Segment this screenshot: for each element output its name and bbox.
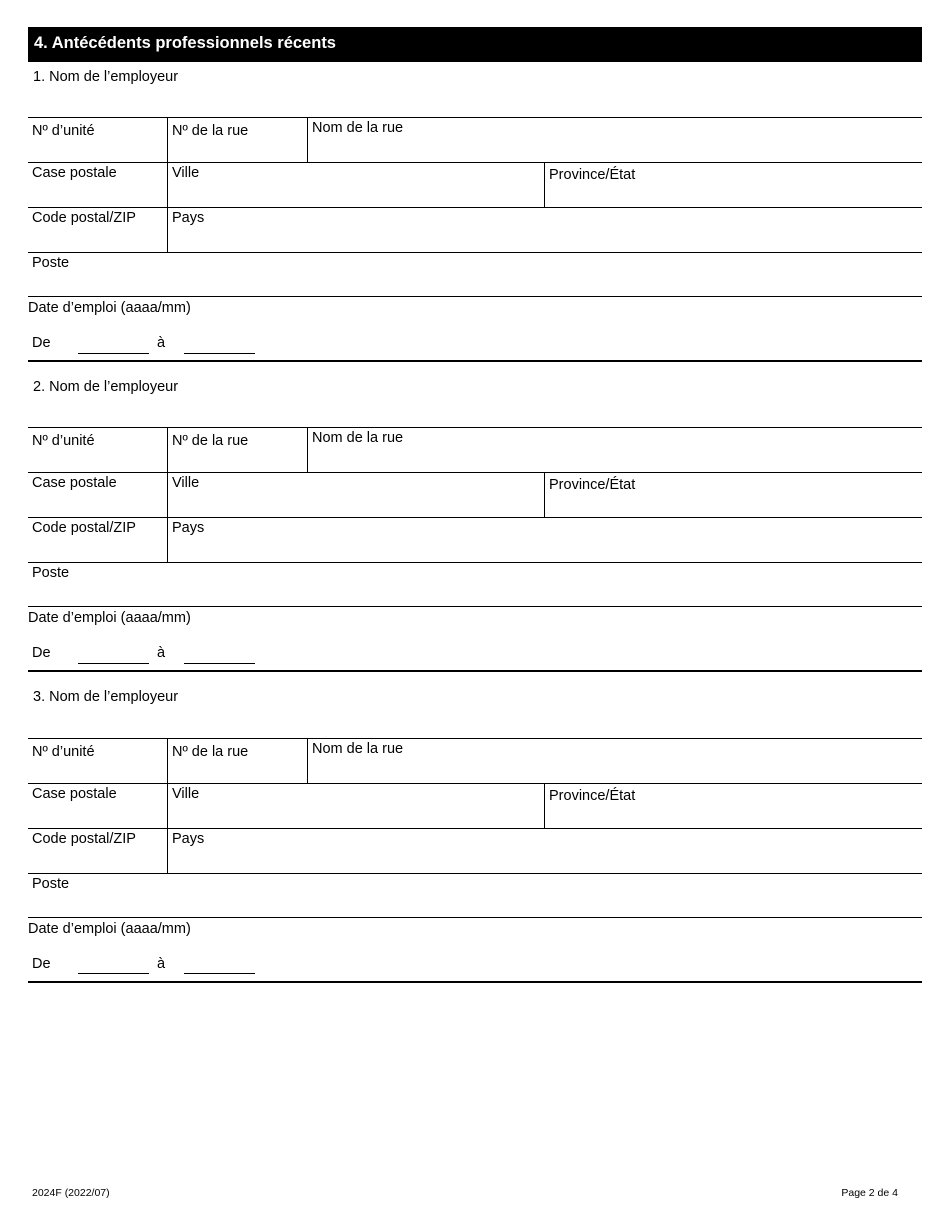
province-field[interactable]: [545, 784, 922, 828]
province-label: Province/État: [549, 788, 636, 804]
divider: [28, 606, 922, 607]
unit-field[interactable]: [28, 428, 167, 472]
section-header: [28, 27, 922, 62]
from-label: De: [32, 956, 51, 972]
country-field[interactable]: [168, 829, 922, 873]
form-number: 2024F (2022/07): [32, 1187, 110, 1199]
page-number: Page 2 de 4: [841, 1187, 898, 1199]
unit-field[interactable]: [28, 118, 167, 162]
to-date-input[interactable]: [184, 663, 255, 664]
employer-name-label: 3. Nom de l’employeur: [33, 689, 179, 705]
employer-name-field[interactable]: [28, 396, 922, 427]
section-divider: [28, 670, 922, 672]
employer-name-field[interactable]: [28, 707, 922, 738]
from-label: De: [32, 335, 51, 351]
position-label: Poste: [32, 876, 70, 892]
street-number-label: Nº de la rue: [172, 123, 249, 139]
employer-block-3: [28, 683, 922, 993]
po-box-label: Case postale: [32, 786, 117, 802]
province-label: Province/État: [549, 167, 636, 183]
po-box-label: Case postale: [32, 475, 117, 491]
section-divider: [28, 360, 922, 362]
country-field[interactable]: [168, 208, 922, 252]
province-field[interactable]: [545, 163, 922, 207]
employer-block-2: [28, 372, 922, 682]
to-label: à: [157, 335, 166, 351]
street-name-field[interactable]: [308, 739, 922, 783]
street-name-label: Nom de la rue: [312, 120, 404, 136]
postal-code-field[interactable]: [28, 829, 167, 873]
employer-block-1: [28, 62, 922, 372]
city-field[interactable]: [168, 473, 544, 517]
to-date-input[interactable]: [184, 353, 255, 354]
postal-code-field[interactable]: [28, 518, 167, 562]
street-name-label: Nom de la rue: [312, 741, 404, 757]
country-label: Pays: [172, 520, 205, 536]
city-label: Ville: [172, 786, 200, 802]
employment-dates-label: Date d’emploi (aaaa/mm): [28, 610, 191, 626]
postal-code-label: Code postal/ZIP: [32, 210, 136, 226]
employer-name-field[interactable]: [28, 86, 922, 117]
po-box-field[interactable]: [28, 784, 167, 828]
divider: [28, 296, 922, 297]
postal-code-label: Code postal/ZIP: [32, 831, 136, 847]
province-label: Province/État: [549, 477, 636, 493]
street-number-field[interactable]: [168, 428, 307, 472]
po-box-field[interactable]: [28, 163, 167, 207]
from-date-input[interactable]: [78, 973, 149, 974]
to-label: à: [157, 645, 166, 661]
employer-name-label: 2. Nom de l’employeur: [33, 379, 179, 395]
unit-label: Nº d’unité: [32, 123, 95, 139]
street-number-field[interactable]: [168, 118, 307, 162]
to-date-input[interactable]: [184, 973, 255, 974]
position-label: Poste: [32, 255, 70, 271]
street-name-field[interactable]: [308, 118, 922, 162]
country-field[interactable]: [168, 518, 922, 562]
city-label: Ville: [172, 165, 200, 181]
city-label: Ville: [172, 475, 200, 491]
section-divider: [28, 981, 922, 983]
postal-code-label: Code postal/ZIP: [32, 520, 136, 536]
po-box-field[interactable]: [28, 473, 167, 517]
province-field[interactable]: [545, 473, 922, 517]
employment-dates-label: Date d’emploi (aaaa/mm): [28, 921, 191, 937]
street-number-label: Nº de la rue: [172, 744, 249, 760]
position-label: Poste: [32, 565, 70, 581]
section-title: 4. Antécédents professionnels récents: [34, 34, 336, 52]
country-label: Pays: [172, 831, 205, 847]
unit-label: Nº d’unité: [32, 744, 95, 760]
country-label: Pays: [172, 210, 205, 226]
city-field[interactable]: [168, 163, 544, 207]
unit-label: Nº d’unité: [32, 433, 95, 449]
street-name-label: Nom de la rue: [312, 430, 404, 446]
city-field[interactable]: [168, 784, 544, 828]
employment-dates-label: Date d’emploi (aaaa/mm): [28, 300, 191, 316]
position-field[interactable]: [28, 874, 922, 917]
position-field[interactable]: [28, 253, 922, 296]
street-number-label: Nº de la rue: [172, 433, 249, 449]
divider: [28, 917, 922, 918]
employer-name-label: 1. Nom de l’employeur: [33, 69, 179, 85]
to-label: à: [157, 956, 166, 972]
unit-field[interactable]: [28, 739, 167, 783]
from-label: De: [32, 645, 51, 661]
street-number-field[interactable]: [168, 739, 307, 783]
po-box-label: Case postale: [32, 165, 117, 181]
postal-code-field[interactable]: [28, 208, 167, 252]
from-date-input[interactable]: [78, 353, 149, 354]
from-date-input[interactable]: [78, 663, 149, 664]
street-name-field[interactable]: [308, 428, 922, 472]
position-field[interactable]: [28, 563, 922, 606]
